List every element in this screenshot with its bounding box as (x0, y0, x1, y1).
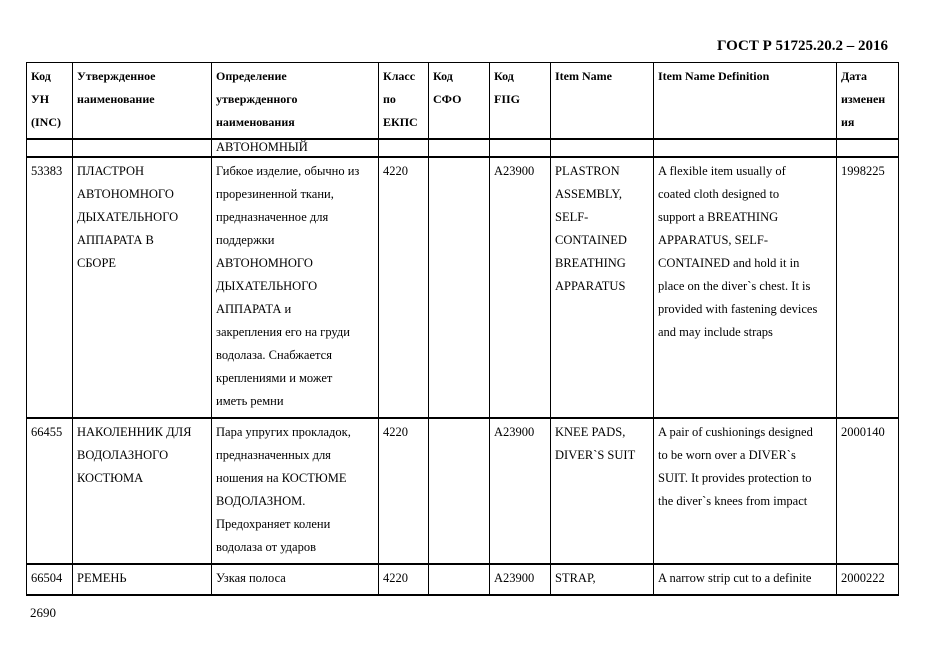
cell-item-definition: A pair of cushionings designed to be worn over a DIVER`s SUIT. It provides protection to the diver`s knees from impact (654, 418, 837, 564)
col-header-item-definition: Item Name Definition (654, 63, 837, 140)
cell-definition: Пара упругих прокладок, предназначенных для ношения на КОСТЮМЕ ВОДОЛАЗНОМ. Предохраняет колени водолаза от ударов (212, 418, 379, 564)
cell-sfo (429, 564, 490, 595)
col-header-name: Утвержденное наименование (73, 63, 212, 140)
document-title: ГОСТ Р 51725.20.2 – 2016 (716, 38, 888, 54)
col-header-fiig: Код FIIG (490, 63, 551, 140)
cell-sfo (429, 157, 490, 418)
col-header-sfo: Код СФО (429, 63, 490, 140)
continuation-definition: АВТОНОМНЫЙ (212, 139, 379, 157)
col-header-inc: Код УН (INC) (27, 63, 73, 140)
cell-definition: Гибкое изделие, обычно из прорезиненной ткани, предназначенное для поддержки АВТОНОМНОГО ДЫХАТЕЛЬНОГО АППАРАТА и закрепления его на груди водолаза. Снабжается креплениями и может иметь ремни (212, 157, 379, 418)
cell-date: 2000222 (837, 564, 899, 595)
cell-ekps: 4220 (379, 418, 429, 564)
cell-ekps: 4220 (379, 157, 429, 418)
col-header-definition: Определение утвержденного наименования (212, 63, 379, 140)
table-row-continuation (27, 139, 899, 157)
cell-item-name: STRAP, (551, 564, 654, 595)
page-number: 2690 (30, 605, 56, 620)
cell-date: 2000140 (837, 418, 899, 564)
cell-date: 1998225 (837, 157, 899, 418)
cell-inc: 66455 (27, 418, 73, 564)
cell-inc: 53383 (27, 157, 73, 418)
cell-name: НАКОЛЕННИК ДЛЯ ВОДОЛАЗНОГО КОСТЮМА (73, 418, 212, 564)
cell-fiig: A23900 (490, 564, 551, 595)
cell-fiig: A23900 (490, 418, 551, 564)
table-row (27, 157, 899, 418)
col-header-date: Дата изменен ия (837, 63, 899, 140)
cell-item-name: KNEE PADS, DIVER`S SUIT (551, 418, 654, 564)
nomenclature-table (26, 62, 899, 596)
cell-item-definition: A narrow strip cut to a definite (654, 564, 837, 595)
col-header-ekps: Класс по ЕКПС (379, 63, 429, 140)
cell-fiig: A23900 (490, 157, 551, 418)
cell-item-definition: A flexible item usually of coated cloth designed to support a BREATHING APPARATUS, SELF- CONTAINED and hold it in place on the diver`s chest. It is provided with fastening devices and may include straps (654, 157, 837, 418)
table-row (27, 564, 899, 595)
table-header-row (27, 63, 899, 140)
cell-name: ПЛАСТРОН АВТОНОМНОГО ДЫХАТЕЛЬНОГО АППАРАТА В СБОРЕ (73, 157, 212, 418)
table-row (27, 418, 899, 564)
cell-ekps: 4220 (379, 564, 429, 595)
cell-inc: 66504 (27, 564, 73, 595)
cell-name: РЕМЕНЬ (73, 564, 212, 595)
cell-sfo (429, 418, 490, 564)
cell-item-name: PLASTRON ASSEMBLY, SELF- CONTAINED BREATHING APPARATUS (551, 157, 654, 418)
cell-definition: Узкая полоса (212, 564, 379, 595)
col-header-item-name: Item Name (551, 63, 654, 140)
